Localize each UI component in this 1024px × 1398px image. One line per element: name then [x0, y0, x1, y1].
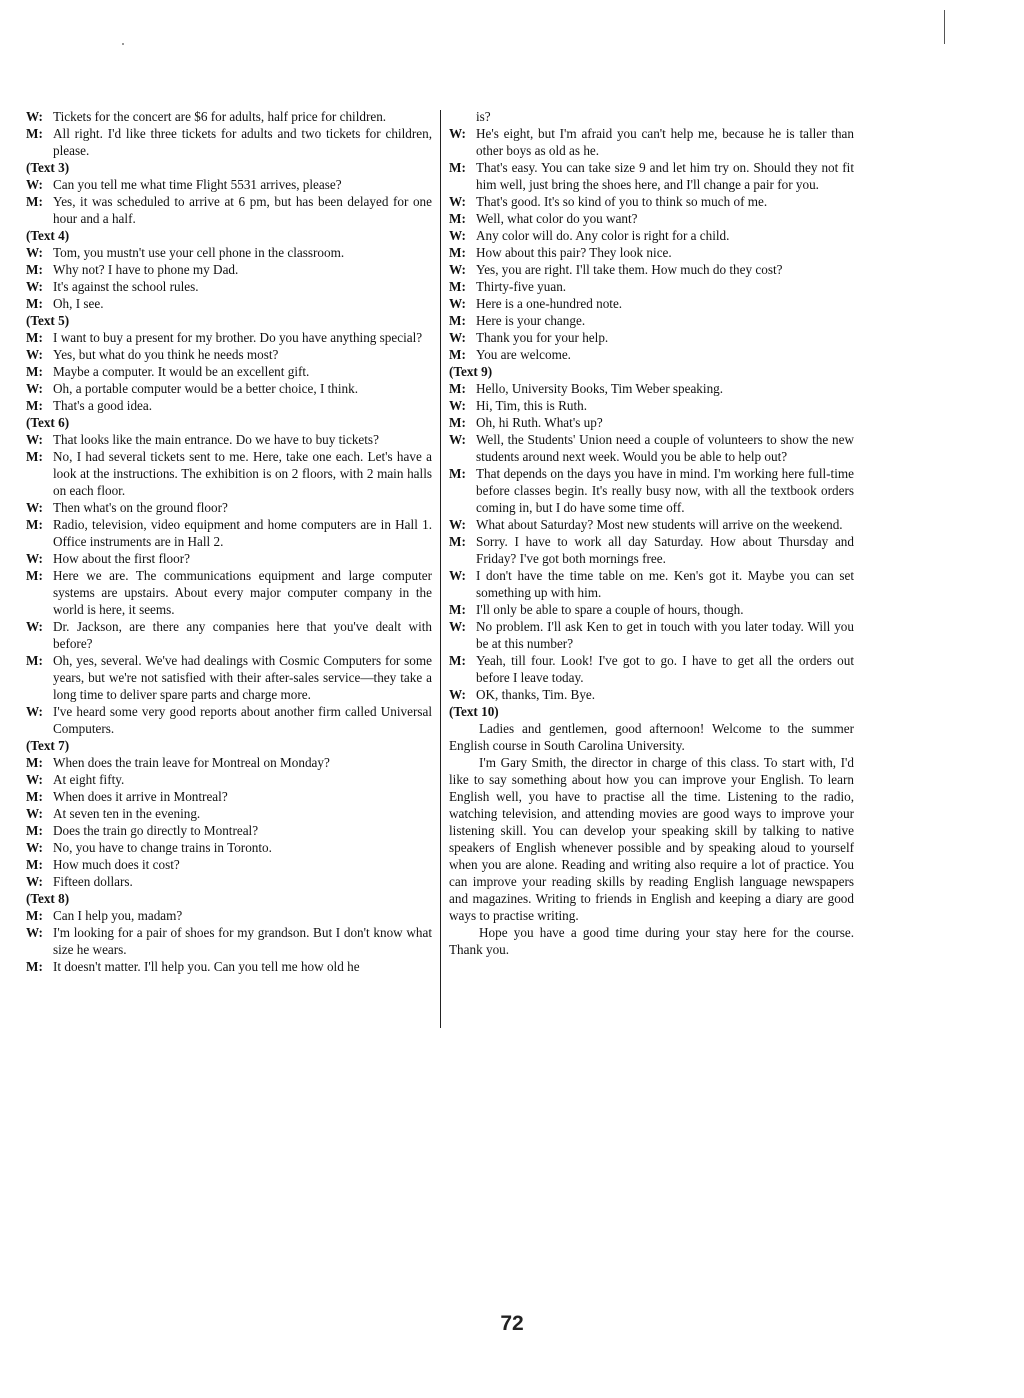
- speaker-label: W:: [26, 874, 43, 889]
- speaker-label: M:: [26, 262, 43, 277]
- speaker-label: W:: [449, 568, 466, 583]
- dialogue-text: Maybe a computer. It would be an excellent gift.: [53, 364, 310, 379]
- dialogue-line: [449, 567, 854, 601]
- speaker-label: W:: [26, 772, 43, 787]
- dialogue-line: [26, 499, 432, 516]
- speaker-label: M:: [26, 517, 43, 532]
- dialogue-line: [26, 873, 432, 890]
- dialogue-text: Then what's on the ground floor?: [53, 500, 228, 515]
- dialogue-line: [449, 261, 854, 278]
- speaker-label: W:: [449, 687, 466, 702]
- dialogue-text: Here is your change.: [476, 313, 586, 328]
- dialogue-line: [449, 380, 854, 397]
- speaker-label: W:: [449, 194, 466, 209]
- scan-speck: [122, 43, 124, 45]
- dialogue-text: Hello, University Books, Tim Weber speaking.: [476, 381, 724, 396]
- dialogue-text: Any color will do. Any color is right for a child.: [476, 228, 730, 243]
- speaker-label: M:: [449, 160, 466, 175]
- dialogue-text: Tickets for the concert are $6 for adults, half price for children.: [53, 109, 387, 124]
- dialogue-line: [26, 448, 432, 499]
- dialogue-line: [449, 414, 854, 431]
- speaker-label: M:: [26, 823, 43, 838]
- dialogue-line: [449, 295, 854, 312]
- dialogue-text: It's against the school rules.: [53, 279, 199, 294]
- speaker-label: W:: [26, 500, 43, 515]
- dialogue-text: You are welcome.: [476, 347, 571, 362]
- dialogue-text: At seven ten in the evening.: [53, 806, 201, 821]
- speaker-label: W:: [26, 840, 43, 855]
- dialogue-line: [449, 686, 854, 703]
- dialogue-text: I'm looking for a pair of shoes for my grandson. But I don't know what size he wears.: [53, 925, 432, 957]
- dialogue-line: [449, 312, 854, 329]
- dialogue-text: Hi, Tim, this is Ruth.: [476, 398, 588, 413]
- speaker-label: W:: [26, 245, 43, 260]
- dialogue-line: [26, 788, 432, 805]
- dialogue-text: OK, thanks, Tim. Bye.: [476, 687, 596, 702]
- dialogue-line: [26, 771, 432, 788]
- dialogue-line: [26, 278, 432, 295]
- dialogue-line: [26, 125, 432, 159]
- dialogue-text: No, you have to change trains in Toronto.: [53, 840, 272, 855]
- dialogue-text: That depends on the days you have in mind. I'm working here full-time before classes begin. It's really busy now, with all the textbook orders coming in, but I do have some time off.: [476, 466, 854, 515]
- dialogue-line: [26, 397, 432, 414]
- dialogue-text: Yes, it was scheduled to arrive at 6 pm, but has been delayed for one hour and a half.: [53, 194, 432, 226]
- dialogue-text: Well, what color do you want?: [476, 211, 638, 226]
- dialogue-line: [449, 125, 854, 159]
- paragraph: I'm Gary Smith, the director in charge of this class. To start with, I'd like to say something about how you can improve your English. To learn English well, you have to practise all the time. Listening to the radio, watching television, and attending movies are good ways to improve your listening skill. You can develop your speaking skill by talking to native speakers of English whenever possible and by speaking aloud to yourself when you are alone. Reading and writing also require a lot of practice. You can improve your reading skills by reading English language newspapers and magazines. Writing to friends in English and keeping a diary are good ways to practise writing.: [449, 755, 854, 923]
- speaker-label: M:: [26, 789, 43, 804]
- speaker-label: W:: [26, 432, 43, 447]
- dialogue-line: [449, 516, 854, 533]
- dialogue-text: At eight fifty.: [53, 772, 125, 787]
- dialogue-text: Does the train go directly to Montreal?: [53, 823, 259, 838]
- dialogue-text: Yeah, till four. Look! I've got to go. I have to get all the orders out before I leave today.: [476, 653, 854, 685]
- dialogue-line: [26, 329, 432, 346]
- dialogue-line: [26, 244, 432, 261]
- dialogue-text: How about the first floor?: [53, 551, 190, 566]
- column-divider: [440, 110, 441, 1028]
- section-heading: (Text 9): [449, 364, 493, 379]
- dialogue-text: Here we are. The communications equipment and large computer systems are upstairs. About every major computer company in the world is here, it seems.: [53, 568, 432, 617]
- dialogue-text: Tom, you mustn't use your cell phone in the classroom.: [53, 245, 345, 260]
- speaker-label: W:: [449, 398, 466, 413]
- dialogue-text: Yes, but what do you think he needs most?: [53, 347, 279, 362]
- speaker-label: M:: [26, 857, 43, 872]
- speaker-label: M:: [26, 908, 43, 923]
- speaker-label: W:: [26, 704, 43, 719]
- dialogue-line: [449, 227, 854, 244]
- speaker-label: M:: [26, 568, 43, 583]
- dialogue-text: Thank you for your help.: [476, 330, 609, 345]
- dialogue-text: I don't have the time table on me. Ken's got it. Maybe you can set something up with him.: [476, 568, 854, 600]
- speaker-label: M:: [26, 959, 43, 974]
- dialogue-text: Radio, television, video equipment and home computers are in Hall 1. Office instruments are in Hall 2.: [53, 517, 432, 549]
- dialogue-line: [26, 550, 432, 567]
- page-number: 72: [500, 1312, 524, 1335]
- dialogue-text: No, I had several tickets sent to me. Here, take one each. Let's have a look at the instructions. The exhibition is on 2 floors, with 2 main halls on each floor.: [53, 449, 432, 498]
- dialogue-text: I'll only be able to spare a couple of hours, though.: [476, 602, 744, 617]
- dialogue-line: [26, 363, 432, 380]
- speaker-label: M:: [449, 279, 466, 294]
- dialogue-text: Yes, you are right. I'll take them. How much do they cost?: [476, 262, 783, 277]
- dialogue-text: Oh, hi Ruth. What's up?: [476, 415, 603, 430]
- dialogue-line: [449, 533, 854, 567]
- dialogue-line: [26, 839, 432, 856]
- paragraph: Ladies and gentlemen, good afternoon! Welcome to the summer English course in South Carolina University.: [449, 721, 854, 753]
- dialogue-line: [26, 380, 432, 397]
- section-heading: (Text 3): [26, 160, 70, 175]
- dialogue-line: [449, 346, 854, 363]
- speaker-label: W:: [449, 619, 466, 634]
- speaker-label: W:: [449, 330, 466, 345]
- dialogue-text: That looks like the main entrance. Do we have to buy tickets?: [53, 432, 379, 447]
- dialogue-line: [26, 295, 432, 312]
- dialogue-text: Here is a one-hundred note.: [476, 296, 623, 311]
- right-column: [449, 108, 854, 958]
- section-heading: (Text 4): [26, 228, 70, 243]
- dialogue-line: [26, 567, 432, 618]
- dialogue-text: That's good. It's so kind of you to think so much of me.: [476, 194, 768, 209]
- dialogue-text: He's eight, but I'm afraid you can't help me, because he is taller than other boys as old as he.: [476, 126, 854, 158]
- speaker-label: M:: [26, 330, 43, 345]
- speaker-label: M:: [26, 194, 43, 209]
- dialogue-line: [26, 822, 432, 839]
- dialogue-line: [26, 856, 432, 873]
- speaker-label: M:: [26, 398, 43, 413]
- dialogue-line: [449, 397, 854, 414]
- speaker-label: M:: [26, 296, 43, 311]
- dialogue-text: I've heard some very good reports about another firm called Universal Computers.: [53, 704, 432, 736]
- speaker-label: W:: [26, 551, 43, 566]
- dialogue-line: [449, 159, 854, 193]
- dialogue-line: [26, 924, 432, 958]
- speaker-label: M:: [26, 364, 43, 379]
- dialogue-text: No problem. I'll ask Ken to get in touch with you later today. Will you be at this number?: [476, 619, 854, 651]
- dialogue-line: [26, 516, 432, 550]
- speaker-label: M:: [449, 653, 466, 668]
- dialogue-line: [26, 958, 432, 975]
- dialogue-line: [26, 754, 432, 771]
- speaker-label: W:: [26, 279, 43, 294]
- dialogue-line: [26, 193, 432, 227]
- speaker-label: M:: [449, 381, 466, 396]
- speaker-label: M:: [449, 602, 466, 617]
- dialogue-line: [449, 601, 854, 618]
- dialogue-text: Well, the Students' Union need a couple of volunteers to show the new students around next week. Would you be able to help out?: [476, 432, 854, 464]
- dialogue-line: [26, 431, 432, 448]
- dialogue-text: Can you tell me what time Flight 5531 arrives, please?: [53, 177, 342, 192]
- dialogue-text: Thirty-five yuan.: [476, 279, 567, 294]
- continuation-line: is?: [476, 109, 491, 124]
- dialogue-text: Can I help you, madam?: [53, 908, 183, 923]
- dialogue-text: Oh, yes, several. We've had dealings with Cosmic Computers for some years, but we're not satisfied with their after-sales service—they take a long time to deliver spare parts and charge more.: [53, 653, 432, 702]
- dialogue-line: [449, 431, 854, 465]
- left-column: [26, 108, 432, 975]
- dialogue-text: Sorry. I have to work all day Saturday. How about Thursday and Friday? I've got both mornings free.: [476, 534, 854, 566]
- paragraph: Hope you have a good time during your stay here for the course. Thank you.: [449, 925, 854, 957]
- dialogue-line: [26, 652, 432, 703]
- speaker-label: M:: [449, 245, 466, 260]
- dialogue-text: When does the train leave for Montreal on Monday?: [53, 755, 330, 770]
- dialogue-line: [26, 176, 432, 193]
- dialogue-text: Oh, a portable computer would be a better choice, I think.: [53, 381, 359, 396]
- speaker-label: M:: [26, 449, 43, 464]
- dialogue-text: What about Saturday? Most new students will arrive on the weekend.: [476, 517, 843, 532]
- speaker-label: W:: [449, 262, 466, 277]
- dialogue-line: [26, 703, 432, 737]
- section-heading: (Text 7): [26, 738, 70, 753]
- speaker-label: W:: [26, 347, 43, 362]
- speaker-label: W:: [26, 109, 43, 124]
- dialogue-line: [26, 346, 432, 363]
- dialogue-line: [26, 108, 432, 125]
- dialogue-line: [449, 465, 854, 516]
- dialogue-text: That's a good idea.: [53, 398, 153, 413]
- dialogue-text: How much does it cost?: [53, 857, 180, 872]
- dialogue-text: Oh, I see.: [53, 296, 104, 311]
- dialogue-line: [26, 261, 432, 278]
- speaker-label: W:: [26, 806, 43, 821]
- speaker-label: M:: [449, 347, 466, 362]
- section-heading: (Text 8): [26, 891, 70, 906]
- speaker-label: W:: [449, 517, 466, 532]
- speaker-label: W:: [449, 228, 466, 243]
- speaker-label: M:: [449, 313, 466, 328]
- speaker-label: W:: [26, 619, 43, 634]
- speaker-label: M:: [449, 415, 466, 430]
- dialogue-line: [449, 244, 854, 261]
- speaker-label: M:: [449, 534, 466, 549]
- dialogue-line: [449, 329, 854, 346]
- dialogue-line: [449, 210, 854, 227]
- dialogue-line: [26, 907, 432, 924]
- dialogue-text: Why not? I have to phone my Dad.: [53, 262, 239, 277]
- scan-edge-mark: [944, 10, 945, 44]
- speaker-label: M:: [26, 653, 43, 668]
- speaker-label: W:: [26, 177, 43, 192]
- section-heading: (Text 10): [449, 704, 499, 719]
- dialogue-text: Fifteen dollars.: [53, 874, 133, 889]
- speaker-label: M:: [449, 211, 466, 226]
- dialogue-text: That's easy. You can take size 9 and let him try on. Should they not fit him well, just bring the shoes here, and I'll change a pair for you.: [476, 160, 854, 192]
- speaker-label: W:: [449, 432, 466, 447]
- dialogue-line: [26, 805, 432, 822]
- section-heading: (Text 5): [26, 313, 70, 328]
- section-heading: (Text 6): [26, 415, 70, 430]
- dialogue-line: [449, 193, 854, 210]
- speaker-label: W:: [26, 381, 43, 396]
- speaker-label: W:: [26, 925, 43, 940]
- speaker-label: M:: [26, 755, 43, 770]
- dialogue-text: Dr. Jackson, are there any companies here that you've dealt with before?: [53, 619, 432, 651]
- speaker-label: M:: [449, 466, 466, 481]
- dialogue-text: When does it arrive in Montreal?: [53, 789, 228, 804]
- speaker-label: W:: [449, 296, 466, 311]
- dialogue-text: How about this pair? They look nice.: [476, 245, 672, 260]
- speaker-label: W:: [449, 126, 466, 141]
- dialogue-line: [26, 618, 432, 652]
- dialogue-text: It doesn't matter. I'll help you. Can you tell me how old he: [53, 959, 360, 974]
- dialogue-text: All right. I'd like three tickets for adults and two tickets for children, please.: [53, 126, 432, 158]
- dialogue-text: I want to buy a present for my brother. Do you have anything special?: [53, 330, 423, 345]
- dialogue-line: [449, 618, 854, 652]
- speaker-label: M:: [26, 126, 43, 141]
- dialogue-line: [449, 278, 854, 295]
- dialogue-line: [449, 652, 854, 686]
